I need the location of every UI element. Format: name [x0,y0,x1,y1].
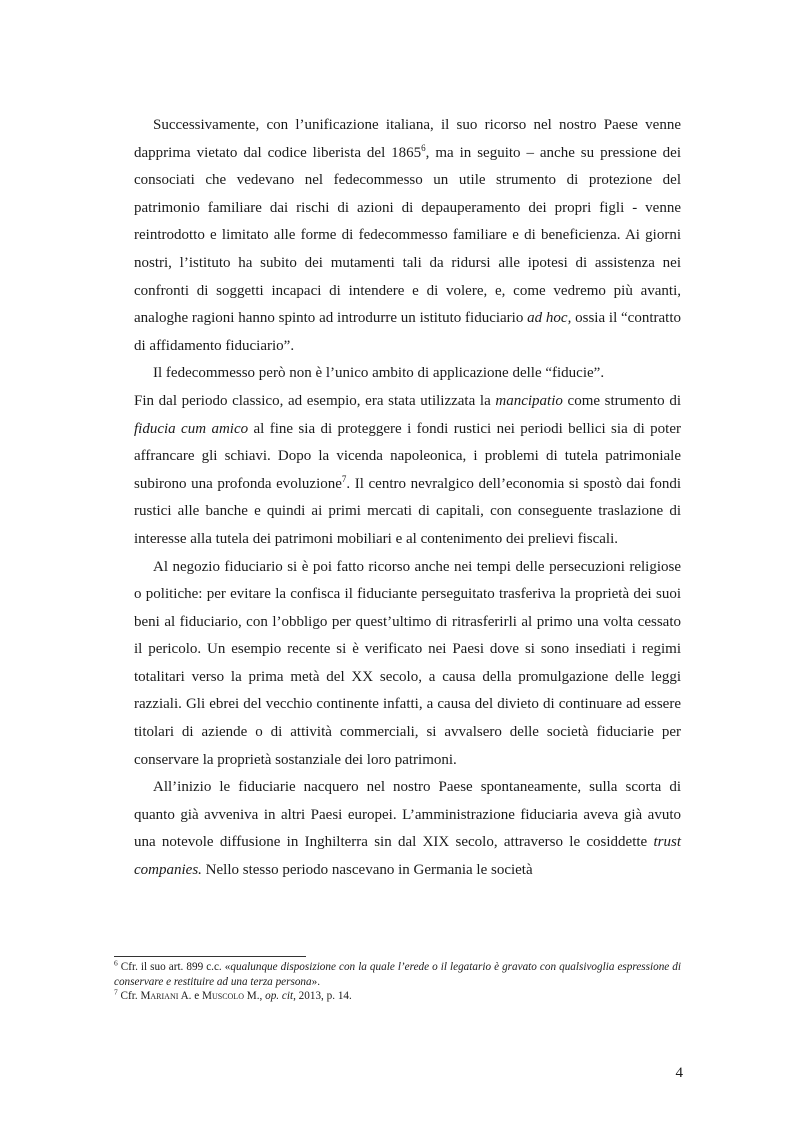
footnote-number: 7 [114,987,118,997]
paragraph-text: al fine sia di proteggere i fondi rustici nei periodi bellici sia di poter affrancare gli schiavi. Dopo la vicenda napoleonica, i problemi di tutela patrimoniale subirono una profonda evoluzione [134,420,681,492]
page-number: 4 [675,1065,683,1081]
footnote-italic-text: qualunque disposizione con la quale l’erede o il legatario è gravato con qualsivoglia espressione di conservare e restituire ad una terza persona [114,961,681,988]
footnote-separator [114,956,306,957]
paragraph-4: Al negozio fiduciario si è poi fatto ricorso anche nei tempi delle persecuzioni religiose o politiche: per evitare la confisca il fiduciante perseguitato trasferiva la proprietà dei suoi beni al fiduciario, con l’obbligo per quest’ultimo di ritrasferirli al primo una volta cessato il pericolo. Un esempio recente si è verificato nei Paesi dove si sono insediati i regimi totalitari verso la prima metà del XX secolo, a causa della promulgazione delle leggi razziali. Gli ebrei del vecchio continente infatti, a causa del divieto di continuare ad essere titolari di aziende o di attività commerciali, si avvalsero delle società fiduciarie per conservare la proprietà sostanziale dei loro patrimoni. [134,558,681,768]
footnote-text: , 2013, p. 14. [293,990,352,1003]
paragraph-text: Successivamente, con l’unificazione italiana, il suo ricorso nel nostro Paese venne dapprima vietato dal codice liberista del 1865 [134,117,681,161]
footnotes [114,960,681,1004]
paragraph-text: Fin dal periodo classico, ad esempio, era stata utilizzata la [134,392,496,409]
paragraph-text: All’inizio le fiduciarie nacquero nel nostro Paese spontaneamente, sulla scorta di quanto già avveniva in altri Paesi europei. L’amministrazione fiduciaria aveva già avuto una notevole diffusione in Inghilterra sin dal XIX secolo, attraverso le cosiddette [134,779,681,851]
body-text [134,112,681,885]
paragraph-2: Il fedecommesso però non è l’unico ambito di applicazione delle “fiducie”. [153,365,605,382]
paragraph-text: Nello stesso periodo nascevano in Germania le società [201,862,533,879]
footnote-number: 6 [114,958,118,968]
footnote-7 [114,989,681,1004]
paragraph-3 [134,388,681,554]
author-name: Muscolo [202,990,244,1003]
footnote-6 [114,960,681,989]
italic-text: fiducia cum amico [134,420,249,437]
paragraph-text: . Il centro nevralgico dell’economia si spostò dai fondi rustici alle banche e quindi ai primi mercati di capitali, con conseguente traslazione di interesse alla tutela dei patrimoni mobiliari e al contenimento dei prelievi fiscali. [134,475,681,547]
footnote-ref-7[interactable]: 7 [341,473,347,484]
footnote-text: A. e [178,990,203,1003]
paragraph-1 [134,112,681,360]
footnote-text: ». [311,975,321,988]
italic-text: ad hoc, [527,310,572,327]
footnote-ref-6[interactable]: 6 [421,142,426,153]
paragraph-text: come strumento di [562,392,681,409]
footnote-text: M., [243,990,266,1003]
paragraph-text: ossia il “contratto di affidamento fiduciario”. [134,310,682,354]
italic-text: trust companies. [134,834,681,879]
footnote-text: Cfr. [117,990,141,1003]
paragraph-text: , ma in seguito – anche su pressione dei consociati che vedevano nel fedecommesso un utile strumento di protezione del patrimonio familiare dai rischi di azioni di depauperamento dei propri figli - venne reintrodotto e limitato alle forme di fedecommesso familiare e di beneficienza. Ai giorni nostri, l’istituto ha subito dei mutamenti tali da ridursi alle ipotesi di assistenza nei confronti di soggetti incapaci di intendere e di volere, e, come vedremo più avanti, analoghe ragioni hanno spinto ad introdurre un istituto fiduciario [134,144,681,327]
author-name: Mariani [140,990,179,1003]
italic-text: mancipatio [495,392,563,409]
paragraph-5 [134,774,681,884]
footnote-text: Cfr. il suo art. 899 c.c. « [117,961,231,973]
footnote-italic-text: op. cit [265,990,294,1003]
